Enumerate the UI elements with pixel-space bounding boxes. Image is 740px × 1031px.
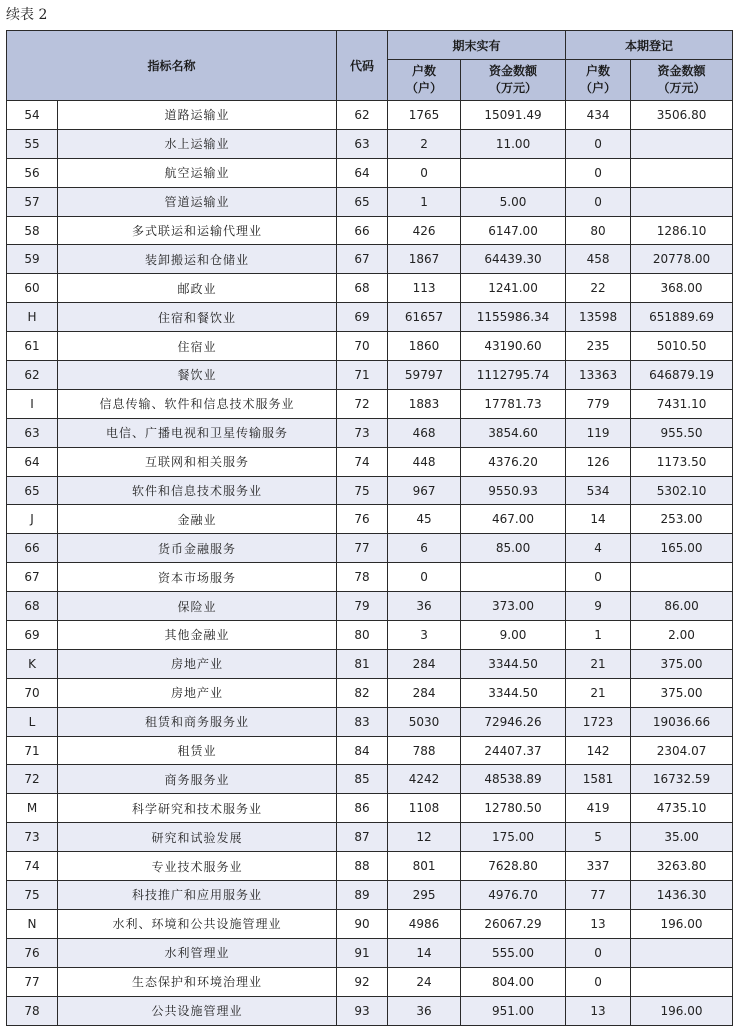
cell-indicator-name: 装卸搬运和仓储业 [58,245,337,274]
cell-index: H [7,303,58,332]
cell-end-capital: 6147.00 [461,216,566,245]
cell-end-households: 426 [388,216,461,245]
cell-period-capital: 165.00 [631,534,733,563]
cell-end-capital: 26067.29 [461,909,566,938]
table-row [7,476,733,505]
table-row [7,881,733,910]
table-row [7,389,733,418]
cell-period-capital: 5010.50 [631,332,733,361]
cell-end-households: 45 [388,505,461,534]
table-row [7,649,733,678]
table-row [7,765,733,794]
cell-indicator-name: 公共设施管理业 [58,996,337,1025]
cell-index: 63 [7,418,58,447]
cell-indicator-name: 航空运输业 [58,158,337,187]
cell-period-households: 13 [566,996,631,1025]
cell-code: 73 [337,418,388,447]
cell-period-capital: 196.00 [631,996,733,1025]
cell-period-households: 337 [566,852,631,881]
cell-period-households: 119 [566,418,631,447]
cell-end-households: 448 [388,447,461,476]
cell-period-capital: 368.00 [631,274,733,303]
cell-code: 82 [337,678,388,707]
cell-end-households: 14 [388,938,461,967]
cell-period-capital [631,967,733,996]
cell-end-capital: 3344.50 [461,678,566,707]
cell-code: 67 [337,245,388,274]
cell-code: 65 [337,187,388,216]
cell-index: 60 [7,274,58,303]
cell-indicator-name: 研究和试验发展 [58,823,337,852]
cell-period-households: 0 [566,129,631,158]
cell-code: 69 [337,303,388,332]
cell-period-capital: 2.00 [631,621,733,650]
table-row [7,823,733,852]
cell-indicator-name: 金融业 [58,505,337,534]
cell-period-capital: 2304.07 [631,736,733,765]
cell-end-capital: 804.00 [461,967,566,996]
table-row [7,736,733,765]
cell-index: 77 [7,967,58,996]
cell-end-capital: 7628.80 [461,852,566,881]
cell-end-households: 59797 [388,361,461,390]
cell-indicator-name: 水上运输业 [58,129,337,158]
cell-end-households: 36 [388,996,461,1025]
cell-indicator-name: 租赁业 [58,736,337,765]
cell-period-capital: 646879.19 [631,361,733,390]
cell-indicator-name: 科技推广和应用服务业 [58,881,337,910]
cell-index: 61 [7,332,58,361]
cell-indicator-name: 货币金融服务 [58,534,337,563]
cell-index: 57 [7,187,58,216]
cell-period-households: 14 [566,505,631,534]
cell-indicator-name: 租赁和商务服务业 [58,707,337,736]
cell-code: 72 [337,389,388,418]
table-row [7,678,733,707]
cell-index: 71 [7,736,58,765]
cell-end-households: 967 [388,476,461,505]
cell-code: 84 [337,736,388,765]
cell-end-households: 284 [388,649,461,678]
cell-index: 68 [7,592,58,621]
cell-end-households: 5030 [388,707,461,736]
cell-period-households: 0 [566,938,631,967]
cell-code: 81 [337,649,388,678]
cell-end-capital: 9.00 [461,621,566,650]
table-row [7,245,733,274]
cell-end-capital [461,158,566,187]
header-capital-unit: （万元） [489,81,538,95]
cell-index: 56 [7,158,58,187]
cell-indicator-name: 水利、环境和公共设施管理业 [58,909,337,938]
cell-period-capital: 86.00 [631,592,733,621]
cell-period-households: 779 [566,389,631,418]
cell-index: 62 [7,361,58,390]
cell-end-households: 24 [388,967,461,996]
cell-period-capital: 20778.00 [631,245,733,274]
cell-index: I [7,389,58,418]
cell-period-capital [631,129,733,158]
cell-end-capital: 555.00 [461,938,566,967]
table-row [7,303,733,332]
cell-indicator-name: 专业技术服务业 [58,852,337,881]
cell-index: 70 [7,678,58,707]
table-row [7,216,733,245]
cell-code: 88 [337,852,388,881]
cell-end-capital: 4976.70 [461,881,566,910]
cell-index: 74 [7,852,58,881]
cell-end-households: 295 [388,881,461,910]
cell-period-households: 4 [566,534,631,563]
cell-index: 78 [7,996,58,1025]
cell-index: K [7,649,58,678]
cell-end-capital: 1155986.34 [461,303,566,332]
cell-indicator-name: 科学研究和技术服务业 [58,794,337,823]
cell-code: 80 [337,621,388,650]
table-row [7,418,733,447]
cell-end-households: 1765 [388,101,461,130]
cell-indicator-name: 道路运输业 [58,101,337,130]
header-capital-label: 资金数额 [489,64,538,78]
cell-end-capital: 43190.60 [461,332,566,361]
cell-end-capital: 48538.89 [461,765,566,794]
table-row [7,592,733,621]
cell-code: 76 [337,505,388,534]
cell-period-households: 77 [566,881,631,910]
cell-period-capital: 16732.59 [631,765,733,794]
cell-period-capital: 196.00 [631,909,733,938]
table-row [7,447,733,476]
cell-end-households: 0 [388,158,461,187]
cell-end-capital [461,563,566,592]
cell-index: 72 [7,765,58,794]
cell-code: 85 [337,765,388,794]
cell-indicator-name: 房地产业 [58,678,337,707]
cell-end-households: 801 [388,852,461,881]
cell-end-households: 1883 [388,389,461,418]
header-period-capital [631,60,733,101]
cell-code: 68 [337,274,388,303]
table-row [7,967,733,996]
table-row [7,534,733,563]
cell-period-households: 434 [566,101,631,130]
cell-end-capital: 24407.37 [461,736,566,765]
cell-end-households: 12 [388,823,461,852]
cell-indicator-name: 房地产业 [58,649,337,678]
header-households-unit: （户） [406,81,443,95]
header-capital-label: 资金数额 [657,64,706,78]
header-households-unit: （户） [580,81,617,95]
cell-period-households: 13363 [566,361,631,390]
cell-indicator-name: 住宿业 [58,332,337,361]
cell-period-capital: 1286.10 [631,216,733,245]
table-row [7,996,733,1025]
header-households-label: 户数 [412,64,437,78]
cell-period-capital: 955.50 [631,418,733,447]
cell-end-households: 1867 [388,245,461,274]
header-group-end: 期末实有 [388,31,566,60]
cell-period-households: 0 [566,563,631,592]
table-row [7,909,733,938]
cell-indicator-name: 信息传输、软件和信息技术服务业 [58,389,337,418]
cell-period-households: 21 [566,649,631,678]
cell-indicator-name: 生态保护和环境治理业 [58,967,337,996]
cell-period-households: 142 [566,736,631,765]
table-caption: 续表 2 [6,7,48,23]
cell-index: 75 [7,881,58,910]
cell-index: M [7,794,58,823]
cell-period-capital: 651889.69 [631,303,733,332]
cell-code: 90 [337,909,388,938]
table-header [7,31,733,101]
cell-code: 79 [337,592,388,621]
table-row [7,707,733,736]
cell-code: 87 [337,823,388,852]
cell-index: 67 [7,563,58,592]
cell-indicator-name: 互联网和相关服务 [58,447,337,476]
header-end-households [388,60,461,101]
cell-end-capital: 3854.60 [461,418,566,447]
cell-code: 93 [337,996,388,1025]
cell-end-households: 788 [388,736,461,765]
cell-period-households: 0 [566,187,631,216]
cell-indicator-name: 邮政业 [58,274,337,303]
cell-end-capital: 951.00 [461,996,566,1025]
cell-period-capital: 19036.66 [631,707,733,736]
cell-period-capital: 3263.80 [631,852,733,881]
cell-end-households: 113 [388,274,461,303]
cell-indicator-name: 其他金融业 [58,621,337,650]
table-row [7,332,733,361]
cell-index: 76 [7,938,58,967]
table-row [7,361,733,390]
header-name: 指标名称 [7,31,337,101]
cell-index: 64 [7,447,58,476]
cell-code: 86 [337,794,388,823]
cell-end-households: 6 [388,534,461,563]
table-row [7,938,733,967]
cell-code: 83 [337,707,388,736]
cell-end-capital: 5.00 [461,187,566,216]
cell-index: 55 [7,129,58,158]
header-households-label: 户数 [586,64,611,78]
cell-period-capital [631,187,733,216]
cell-period-households: 21 [566,678,631,707]
cell-indicator-name: 保险业 [58,592,337,621]
cell-end-households: 1 [388,187,461,216]
cell-indicator-name: 电信、广播电视和卫星传输服务 [58,418,337,447]
cell-code: 78 [337,563,388,592]
cell-end-capital: 11.00 [461,129,566,158]
table-row [7,187,733,216]
cell-period-households: 1581 [566,765,631,794]
cell-end-capital: 467.00 [461,505,566,534]
cell-end-capital: 64439.30 [461,245,566,274]
table-row [7,158,733,187]
cell-code: 71 [337,361,388,390]
cell-end-households: 4986 [388,909,461,938]
cell-end-capital: 9550.93 [461,476,566,505]
cell-period-households: 5 [566,823,631,852]
cell-end-capital: 1241.00 [461,274,566,303]
cell-period-households: 534 [566,476,631,505]
cell-index: N [7,909,58,938]
cell-period-capital [631,938,733,967]
cell-period-capital: 7431.10 [631,389,733,418]
cell-code: 75 [337,476,388,505]
table-row [7,563,733,592]
cell-end-capital: 72946.26 [461,707,566,736]
cell-code: 74 [337,447,388,476]
cell-end-households: 284 [388,678,461,707]
table-row [7,274,733,303]
cell-end-households: 0 [388,563,461,592]
cell-period-capital: 3506.80 [631,101,733,130]
cell-end-households: 1108 [388,794,461,823]
cell-indicator-name: 餐饮业 [58,361,337,390]
cell-code: 66 [337,216,388,245]
cell-period-capital: 4735.10 [631,794,733,823]
cell-end-households: 3 [388,621,461,650]
cell-code: 64 [337,158,388,187]
cell-period-capital [631,563,733,592]
table-row [7,505,733,534]
cell-indicator-name: 水利管理业 [58,938,337,967]
cell-period-capital: 375.00 [631,649,733,678]
cell-code: 63 [337,129,388,158]
cell-end-capital: 1112795.74 [461,361,566,390]
cell-index: 54 [7,101,58,130]
cell-index: 66 [7,534,58,563]
cell-period-households: 22 [566,274,631,303]
cell-period-households: 1 [566,621,631,650]
cell-end-capital: 4376.20 [461,447,566,476]
cell-period-households: 419 [566,794,631,823]
header-group-period: 本期登记 [566,31,733,60]
table-row [7,852,733,881]
cell-period-capital: 35.00 [631,823,733,852]
cell-end-households: 61657 [388,303,461,332]
cell-end-capital: 15091.49 [461,101,566,130]
cell-indicator-name: 商务服务业 [58,765,337,794]
cell-index: J [7,505,58,534]
cell-end-capital: 373.00 [461,592,566,621]
table-row [7,621,733,650]
cell-indicator-name: 多式联运和运输代理业 [58,216,337,245]
header-capital-unit: （万元） [657,81,706,95]
table-row [7,794,733,823]
cell-code: 92 [337,967,388,996]
cell-index: 58 [7,216,58,245]
cell-indicator-name: 住宿和餐饮业 [58,303,337,332]
cell-end-households: 468 [388,418,461,447]
cell-end-capital: 175.00 [461,823,566,852]
header-period-households [566,60,631,101]
cell-end-households: 36 [388,592,461,621]
cell-period-capital: 375.00 [631,678,733,707]
cell-period-households: 13598 [566,303,631,332]
table-row [7,101,733,130]
cell-period-households: 0 [566,967,631,996]
statistics-table [6,30,733,1026]
cell-period-households: 235 [566,332,631,361]
cell-period-households: 80 [566,216,631,245]
cell-code: 89 [337,881,388,910]
cell-period-households: 9 [566,592,631,621]
cell-code: 77 [337,534,388,563]
cell-code: 62 [337,101,388,130]
cell-index: L [7,707,58,736]
cell-period-households: 1723 [566,707,631,736]
cell-period-capital: 5302.10 [631,476,733,505]
cell-indicator-name: 资本市场服务 [58,563,337,592]
cell-end-households: 2 [388,129,461,158]
table-body [7,101,733,1026]
cell-index: 73 [7,823,58,852]
cell-end-capital: 17781.73 [461,389,566,418]
cell-end-capital: 85.00 [461,534,566,563]
cell-end-households: 4242 [388,765,461,794]
cell-period-capital: 1436.30 [631,881,733,910]
cell-period-households: 0 [566,158,631,187]
cell-period-households: 126 [566,447,631,476]
cell-indicator-name: 软件和信息技术服务业 [58,476,337,505]
cell-period-capital [631,158,733,187]
cell-code: 91 [337,938,388,967]
cell-period-capital: 1173.50 [631,447,733,476]
cell-index: 65 [7,476,58,505]
header-end-capital [461,60,566,101]
cell-index: 69 [7,621,58,650]
cell-indicator-name: 管道运输业 [58,187,337,216]
cell-end-capital: 12780.50 [461,794,566,823]
cell-period-capital: 253.00 [631,505,733,534]
cell-index: 59 [7,245,58,274]
cell-period-households: 458 [566,245,631,274]
header-code: 代码 [337,31,388,101]
table-row [7,129,733,158]
cell-end-households: 1860 [388,332,461,361]
cell-code: 70 [337,332,388,361]
cell-end-capital: 3344.50 [461,649,566,678]
cell-period-households: 13 [566,909,631,938]
